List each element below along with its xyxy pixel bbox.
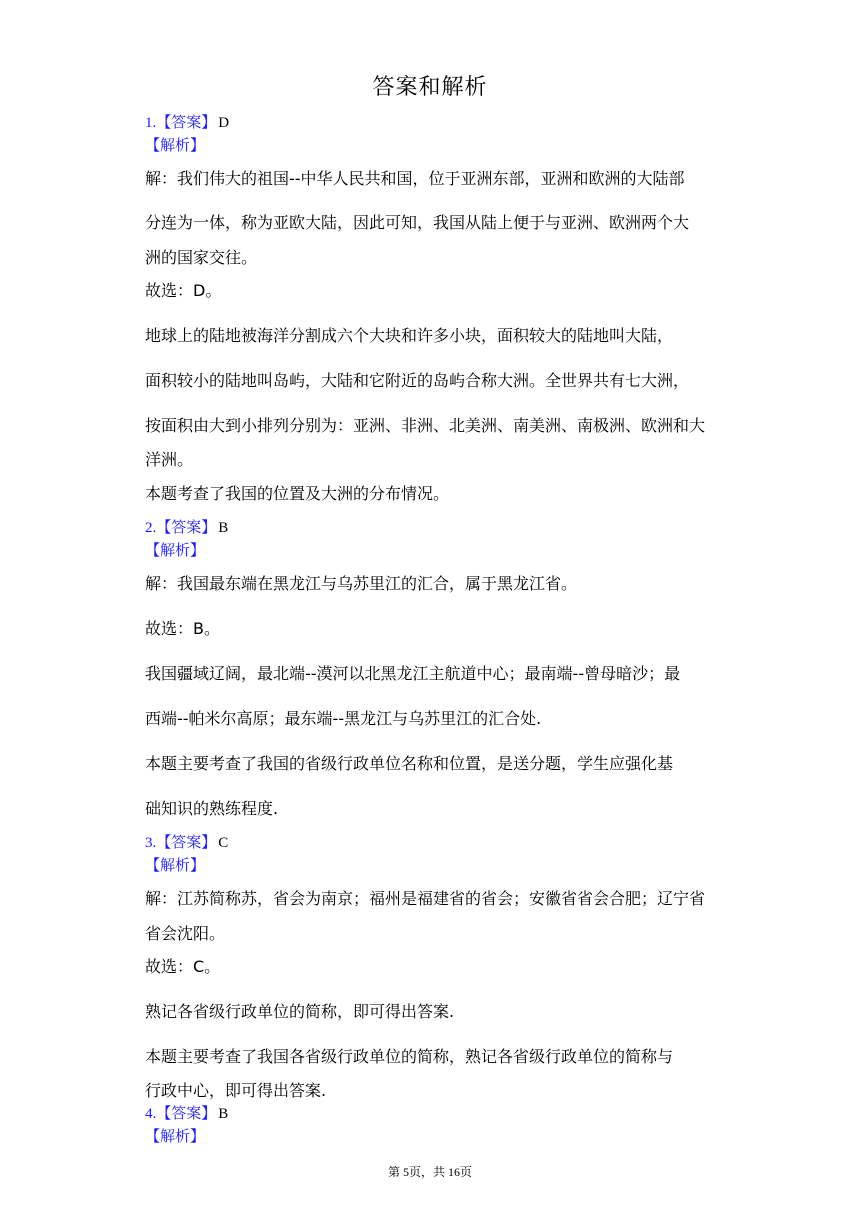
analysis-line: 面积较小的陆地叫岛屿，大陆和它附近的岛屿合称大洲。全世界共有七大洲， <box>145 371 690 390</box>
analysis-line: 按面积由大到小排列分别为：亚洲、非洲、北美洲、南美洲、南极洲、欧洲和大 <box>145 416 706 435</box>
question-number: 2. <box>145 520 157 536</box>
analysis-label-q2: 【解析】 <box>145 541 206 559</box>
answer-line-q2 <box>145 518 228 538</box>
answer-value: B <box>218 1106 229 1122</box>
analysis-line: 故选：C。 <box>145 957 221 976</box>
answer-label: 【答案】 <box>156 835 217 851</box>
answer-label: 【答案】 <box>156 115 217 131</box>
analysis-line: 洋洲。 <box>145 450 194 469</box>
analysis-line: 我国疆域辽阔，最北端--漠河以北黑龙江主航道中心；最南端--曾母暗沙；最 <box>145 664 681 683</box>
answer-line-q1 <box>145 113 229 133</box>
answer-label: 【答案】 <box>156 520 217 536</box>
analysis-line: 解：我国最东端在黑龙江与乌苏里江的汇合，属于黑龙江省。 <box>145 574 578 593</box>
question-number: 1. <box>145 115 157 131</box>
analysis-line: 地球上的陆地被海洋分割成六个大块和许多小块，面积较大的陆地叫大陆， <box>145 326 674 345</box>
page-title: 答案和解析 <box>372 75 488 100</box>
page-footer: 第 5页，共 16页 <box>387 1165 472 1179</box>
analysis-line: 本题主要考查了我国的省级行政单位名称和位置，是送分题，学生应强化基 <box>145 754 674 773</box>
answer-value: B <box>218 520 229 536</box>
analysis-line: 故选：D。 <box>145 281 222 300</box>
analysis-line: 本题主要考查了我国各省级行政单位的简称，熟记各省级行政单位的简称与 <box>145 1047 674 1066</box>
analysis-label-q4: 【解析】 <box>145 1127 206 1145</box>
analysis-line: 故选：B。 <box>145 619 220 638</box>
analysis-line: 洲的国家交往。 <box>145 248 258 267</box>
answer-value: C <box>218 835 229 851</box>
answer-label: 【答案】 <box>156 1106 217 1122</box>
question-number: 4. <box>145 1106 157 1122</box>
analysis-label-q3: 【解析】 <box>145 856 206 874</box>
question-number: 3. <box>145 835 157 851</box>
analysis-line: 解：我们伟大的祖国--中华人民共和国，位于亚洲东部，亚洲和欧洲的大陆部 <box>145 169 685 188</box>
analysis-line: 行政中心，即可得出答案. <box>145 1081 327 1100</box>
answer-line-q3 <box>145 833 228 853</box>
answer-line-q4 <box>145 1104 228 1124</box>
analysis-label-q1: 【解析】 <box>145 136 206 154</box>
analysis-line: 本题考查了我国的位置及大洲的分布情况。 <box>145 484 450 503</box>
analysis-line: 西端--帕米尔高原；最东端--黑龙江与乌苏里江的汇合处. <box>145 709 542 728</box>
analysis-line: 省会沈阳。 <box>145 924 226 943</box>
analysis-line: 础知识的熟练程度. <box>145 799 279 818</box>
analysis-line: 熟记各省级行政单位的简称，即可得出答案. <box>145 1002 455 1021</box>
answer-value: D <box>218 115 230 131</box>
analysis-line: 分连为一体，称为亚欧大陆，因此可知，我国从陆上便于与亚洲、欧洲两个大 <box>145 213 690 232</box>
analysis-line: 解：江苏简称苏，省会为南京；福州是福建省的省会；安徽省省会合肥；辽宁省 <box>145 889 706 908</box>
